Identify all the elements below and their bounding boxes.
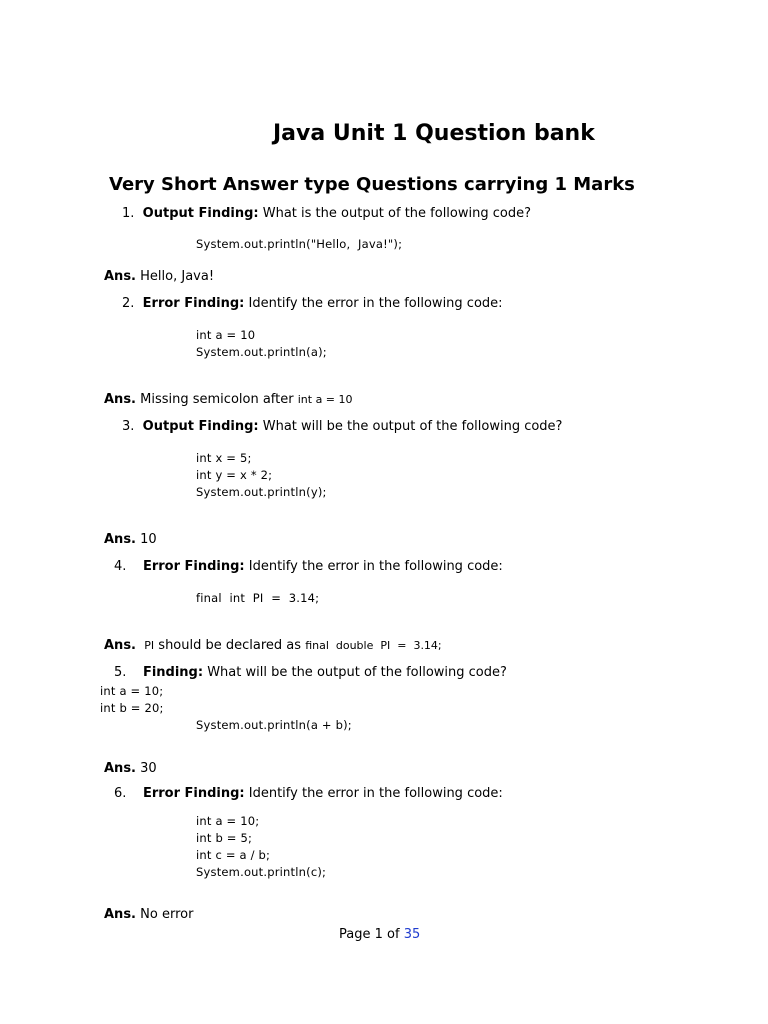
- page-footer: [339, 927, 420, 942]
- code-line: int b = 5;: [196, 831, 253, 845]
- question-text: What is the output of the following code?: [262, 206, 531, 221]
- question-number: 2.: [122, 296, 135, 311]
- answer-text: 30: [140, 761, 157, 776]
- answer-code: int a = 10: [297, 393, 353, 406]
- answer-3: [104, 532, 157, 547]
- code-line: int a = 10;: [100, 684, 164, 698]
- question-6: [114, 786, 503, 801]
- question-number: 4.: [114, 559, 127, 574]
- code-line: int y = x * 2;: [196, 468, 273, 482]
- answer-label: Ans.: [104, 761, 136, 776]
- question-text: What will be the output of the following code?: [262, 419, 563, 434]
- answer-label: Ans.: [104, 269, 136, 284]
- answer-label: Ans.: [104, 392, 136, 407]
- answer-code: PI: [144, 639, 155, 652]
- code-line: System.out.println(a);: [196, 345, 327, 359]
- question-number: 3.: [122, 419, 135, 434]
- answer-text: Hello, Java!: [140, 269, 215, 284]
- answer-5: [104, 761, 157, 776]
- code-line: int a = 10: [196, 328, 256, 342]
- code-line: System.out.println(c);: [196, 865, 327, 879]
- question-3: [122, 419, 562, 434]
- question-number: 1.: [122, 206, 135, 221]
- question-label: Finding:: [142, 665, 204, 680]
- answer-text: should be declared as: [158, 638, 302, 653]
- code-line: int b = 20;: [100, 701, 164, 715]
- answer-label: Ans.: [104, 638, 136, 653]
- answer-6: [104, 907, 193, 922]
- question-text: Identify the error in the following code:: [248, 786, 503, 801]
- code-line: System.out.println(a + b);: [196, 718, 352, 732]
- answer-text: 10: [140, 532, 157, 547]
- question-text: Identify the error in the following code:: [248, 559, 503, 574]
- question-label: Error Finding:: [142, 296, 245, 311]
- code-line: System.out.println("Hello, Java!");: [196, 237, 403, 251]
- answer-text: Missing semicolon after: [140, 392, 294, 407]
- question-5: [114, 665, 507, 680]
- question-number: 6.: [114, 786, 127, 801]
- question-4: [114, 559, 503, 574]
- code-line: System.out.println(y);: [196, 485, 327, 499]
- question-label: Error Finding:: [142, 786, 245, 801]
- answer-label: Ans.: [104, 907, 136, 922]
- answer-4: [104, 638, 442, 653]
- question-text: Identify the error in the following code:: [248, 296, 503, 311]
- answer-2: [104, 392, 353, 407]
- question-label: Error Finding:: [142, 559, 245, 574]
- question-text: What will be the output of the following code?: [207, 665, 507, 680]
- section-heading: Very Short Answer type Questions carrying 1 Marks: [109, 174, 635, 195]
- question-1: [122, 206, 531, 221]
- code-line: int a = 10;: [196, 814, 260, 828]
- code-line: final int PI = 3.14;: [196, 591, 320, 605]
- question-label: Output Finding:: [142, 419, 259, 434]
- answer-1: [104, 269, 214, 284]
- page-title: Java Unit 1 Question bank: [273, 121, 595, 146]
- question-label: Output Finding:: [142, 206, 259, 221]
- question-number: 5.: [114, 665, 127, 680]
- question-2: [122, 296, 503, 311]
- code-line: int c = a / b;: [196, 848, 271, 862]
- page-number-label: Page 1 of: [339, 927, 400, 942]
- code-line: int x = 5;: [196, 451, 252, 465]
- answer-text: No error: [140, 907, 194, 922]
- answer-label: Ans.: [104, 532, 136, 547]
- answer-code: final double PI = 3.14;: [305, 639, 442, 652]
- total-pages-link[interactable]: 35: [403, 927, 421, 942]
